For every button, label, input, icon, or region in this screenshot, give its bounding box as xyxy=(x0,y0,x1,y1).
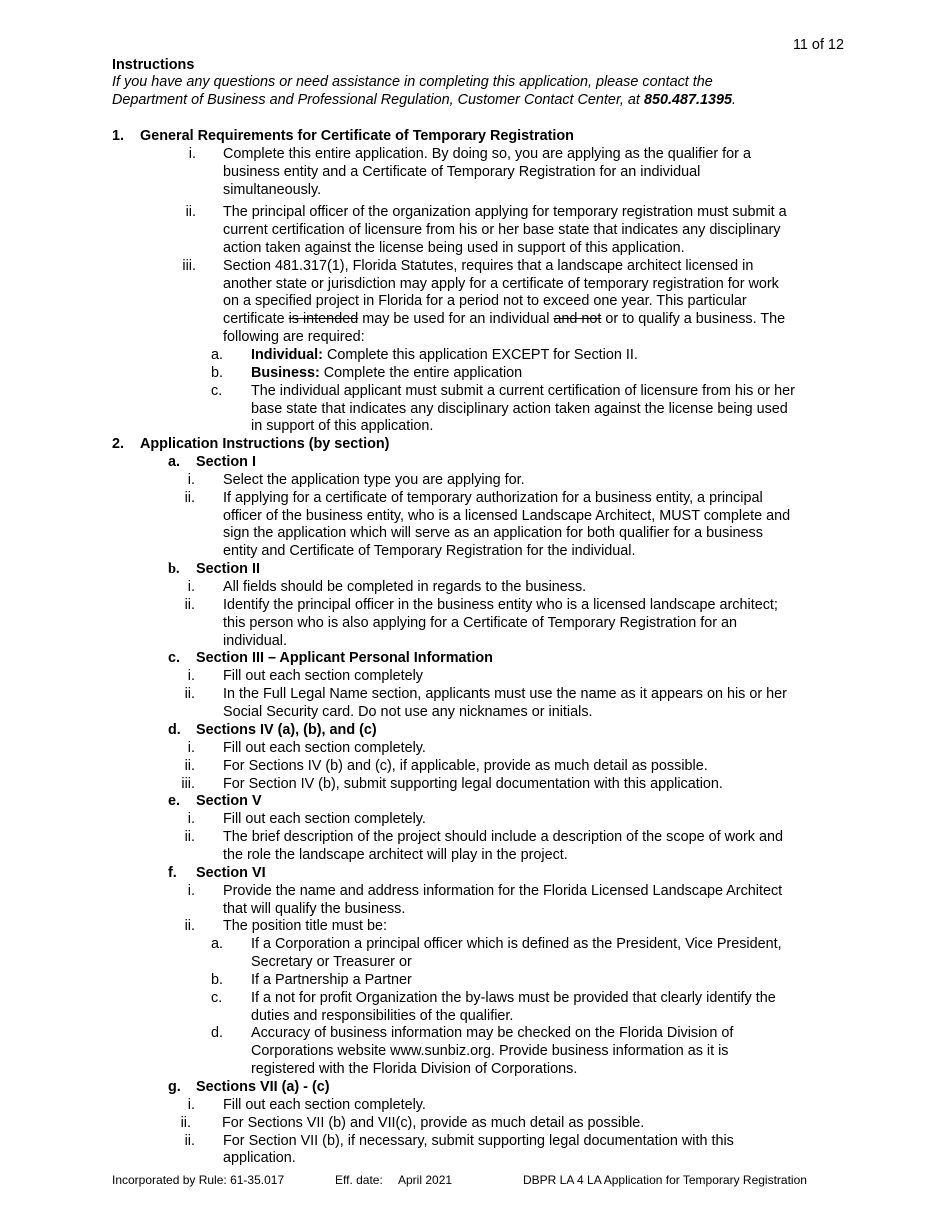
footer-eff-date: April 2021 xyxy=(398,1173,453,1187)
list-marker: ii. xyxy=(184,758,195,774)
text: may be used for an individual xyxy=(358,311,554,327)
list-marker: i. xyxy=(187,740,195,756)
list-item: In the Full Legal Name section, applicants must use the name as it appears on his or her xyxy=(223,686,787,702)
list-item: Section 481.317(1), Florida Statutes, requires that a landscape architect licensed in xyxy=(223,258,754,274)
list-item: The principal officer of the organization applying for temporary registration must submit a xyxy=(223,204,787,220)
list-marker: i. xyxy=(187,883,195,899)
text: Complete this application EXCEPT for Section II. xyxy=(322,347,638,363)
list-marker: c. xyxy=(211,990,223,1006)
text: certificate xyxy=(223,311,289,327)
list-item: application. xyxy=(223,1150,296,1166)
list-marker: a. xyxy=(211,347,224,363)
list-item: Social Security card. Do not use any nicknames or initials. xyxy=(223,704,593,720)
list-item: entity and Certificate of Temporary Registration for the individual. xyxy=(223,543,636,559)
list-marker: c. xyxy=(211,383,223,399)
list-marker: ii. xyxy=(184,1133,195,1149)
list-item: Provide the name and address information for the Florida Licensed Landscape Architect xyxy=(223,883,783,899)
label: Individual: xyxy=(251,347,323,363)
list-marker: ii. xyxy=(184,829,195,845)
subsection-title: Sections VII (a) - (c) xyxy=(196,1079,330,1095)
list-item: If a Corporation a principal officer which is defined as the President, Vice President, xyxy=(251,936,782,952)
list-item: Select the application type you are applying for. xyxy=(223,472,525,488)
subsection-marker: g. xyxy=(168,1079,181,1095)
list-item: Fill out each section completely. xyxy=(223,740,426,756)
list-item: individual. xyxy=(223,633,287,649)
list-item: Accuracy of business information may be checked on the Florida Division of xyxy=(251,1025,734,1041)
intro-text: Department of Business and Professional Regulation, Customer Contact Center, at xyxy=(112,92,644,108)
list-item xyxy=(251,346,638,364)
list-item: The individual applicant must submit a current certification of licensure from his or her xyxy=(251,383,795,399)
section-2-title: Application Instructions (by section) xyxy=(140,436,390,452)
intro-period: . xyxy=(731,92,736,108)
list-item: this person who is also applying for a Certificate of Temporary Registration for an xyxy=(223,615,738,631)
list-item xyxy=(223,310,785,328)
struck-text: is intended xyxy=(288,311,359,327)
subsection-marker: d. xyxy=(168,722,181,738)
list-item: simultaneously. xyxy=(223,182,322,198)
contact-phone: 850.487.1395 xyxy=(643,92,732,108)
subsection-marker: e. xyxy=(168,793,181,809)
list-item: For Section IV (b), submit supporting legal documentation with this application. xyxy=(223,776,723,792)
intro-line-1: If you have any questions or need assistance in completing this application, please contact the xyxy=(112,74,713,90)
subsection-marker: c. xyxy=(168,650,181,666)
list-item: officer of the business entity, who is a licensed Landscape Architect, MUST complete and xyxy=(223,508,791,524)
list-item: If a Partnership a Partner xyxy=(251,972,412,988)
list-item: registered with the Florida Division of Corporations. xyxy=(251,1061,578,1077)
list-marker: ii. xyxy=(184,490,195,506)
list-item: that will qualify the business. xyxy=(223,901,406,917)
list-item: sign the application which will serve as an application for both qualifier for a business xyxy=(223,525,763,541)
list-marker: ii. xyxy=(184,918,195,934)
list-marker: iii. xyxy=(181,776,195,792)
list-marker: ii. xyxy=(185,204,196,220)
list-marker: b. xyxy=(211,972,224,988)
subsection-marker: b. xyxy=(168,561,180,577)
intro-line-2 xyxy=(112,91,736,109)
list-item: Corporations website www.sunbiz.org. Provide business information as it is xyxy=(251,1043,729,1059)
text: Complete the entire application xyxy=(319,365,523,381)
list-item: on a specified project in Florida for a period not to exceed one year. This particular xyxy=(223,293,747,309)
list-marker: iii. xyxy=(182,258,196,274)
list-item: Identify the principal officer in the business entity who is a licensed landscape architect; xyxy=(223,597,778,613)
list-item: For Sections IV (b) and (c), if applicable, provide as much detail as possible. xyxy=(223,758,708,774)
struck-text: and not xyxy=(553,311,602,327)
list-marker: ii. xyxy=(180,1115,191,1131)
footer-eff-label: Eff. date: xyxy=(335,1173,383,1187)
list-item: The position title must be: xyxy=(223,918,387,934)
text: or to qualify a business. The xyxy=(601,311,786,327)
page-number: 11 of 12 xyxy=(793,37,844,53)
subsection-title: Section III – Applicant Personal Information xyxy=(196,650,493,666)
list-item xyxy=(251,364,522,382)
list-item: current certification of licensure from his or her base state that indicates any disciplinary xyxy=(223,222,781,238)
list-item: The brief description of the project should include a description of the scope of work and xyxy=(223,829,783,845)
list-marker: i. xyxy=(188,146,196,162)
list-marker: a. xyxy=(211,936,224,952)
subsection-marker: f. xyxy=(168,865,177,881)
list-item: All fields should be completed in regards to the business. xyxy=(223,579,587,595)
subsection-title: Section V xyxy=(196,793,262,809)
list-marker: ii. xyxy=(184,686,195,702)
list-item: in support of this application. xyxy=(251,418,434,434)
list-item: following are required: xyxy=(223,329,365,345)
list-item: For Section VII (b), if necessary, submit supporting legal documentation with this xyxy=(223,1133,734,1149)
subsection-marker: a. xyxy=(168,454,181,470)
label: Business: xyxy=(251,365,320,381)
list-marker: i. xyxy=(187,472,195,488)
list-marker: i. xyxy=(187,1097,195,1113)
list-item: the role the landscape architect will play in the project. xyxy=(223,847,568,863)
subsection-title: Section VI xyxy=(196,865,266,881)
footer-form-name: DBPR LA 4 LA Application for Temporary Registration xyxy=(523,1173,807,1187)
list-item: another state or jurisdiction may apply for a certificate of temporary registration for work xyxy=(223,276,779,292)
list-item: If a not for profit Organization the by-laws must be provided that clearly identify the xyxy=(251,990,776,1006)
list-marker: d. xyxy=(211,1025,224,1041)
page-title: Instructions xyxy=(112,57,195,73)
list-item: duties and responsibilities of the qualifier. xyxy=(251,1008,514,1024)
list-item: Fill out each section completely xyxy=(223,668,423,684)
list-marker: ii. xyxy=(184,597,195,613)
list-item: Secretary or Treasurer or xyxy=(251,954,412,970)
list-item: action taken against the license being used in support of this application. xyxy=(223,240,685,256)
section-1-title: General Requirements for Certificate of Temporary Registration xyxy=(140,128,574,144)
list-item: Fill out each section completely. xyxy=(223,1097,426,1113)
footer-rule: Incorporated by Rule: 61-35.017 xyxy=(112,1173,285,1187)
section-1-number: 1. xyxy=(112,128,125,144)
list-item: Fill out each section completely. xyxy=(223,811,426,827)
subsection-title: Section I xyxy=(196,454,256,470)
subsection-title: Sections IV (a), (b), and (c) xyxy=(196,722,377,738)
list-item: business entity and a Certificate of Temporary Registration for an individual xyxy=(223,164,701,180)
list-marker: b. xyxy=(211,365,224,381)
list-item: Complete this entire application. By doing so, you are applying as the qualifier for a xyxy=(223,146,751,162)
list-marker: i. xyxy=(187,811,195,827)
list-item: If applying for a certificate of temporary authorization for a business entity, a principal xyxy=(223,490,763,506)
subsection-title: Section II xyxy=(196,561,260,577)
list-marker: i. xyxy=(187,579,195,595)
section-2-number: 2. xyxy=(112,436,125,452)
list-item: For Sections VII (b) and VII(c), provide as much detail as possible. xyxy=(222,1115,645,1131)
list-marker: i. xyxy=(187,668,195,684)
list-item: base state that indicates any disciplinary action taken against the license being used xyxy=(251,401,788,417)
